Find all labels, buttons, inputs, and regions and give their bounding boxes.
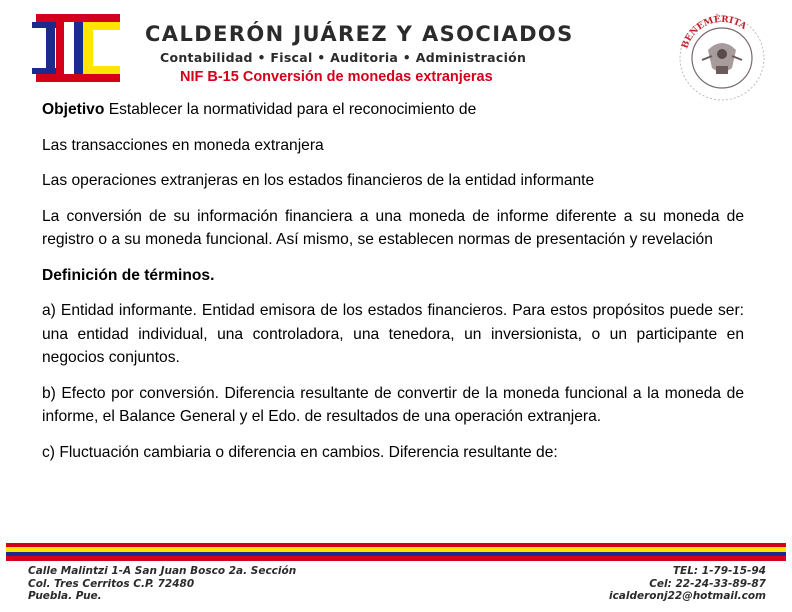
definition-item: a) Entidad informante. Entidad emisora de los estados financieros. Para estos propósitos puede ser: una entidad individual, una controladora, una tenedora, un inversionista, o un participante en negocios conjuntos. (42, 302, 744, 366)
footer-address (28, 565, 358, 603)
document-title: NIF B-15 Conversión de monedas extranjeras (180, 69, 493, 85)
company-name: CALDERÓN JUÁREZ Y ASOCIADOS (145, 22, 574, 46)
list-item: La conversión de su información financiera a una moneda de informe diferente a su moneda de registro o a su moneda funcional. Así mismo, se establecen normas de presentación y revelación (42, 207, 744, 248)
definitions-heading: Definición de términos. (42, 266, 215, 284)
list-item: Las transacciones en moneda extranjera (42, 136, 324, 154)
footer-contact (520, 565, 766, 603)
cell-number: Cel: 22-24-33-89-87 (649, 577, 766, 590)
objective-text: Establecer la normatividad para el reconocimiento de (104, 101, 477, 118)
university-seal-icon (672, 8, 772, 102)
phone-number: TEL: 1-79-15-94 (672, 565, 766, 577)
document-body (42, 98, 744, 464)
address-line: Col. Tres Cerritos C.P. 72480 (28, 577, 195, 590)
company-services: Contabilidad • Fiscal • Auditoria • Administración (160, 50, 527, 65)
definition-item: b) Efecto por conversión. Diferencia resultante de convertir de la moneda funcional a la moneda de informe, el Balance General y el Edo. de resultados de una operación extranjera. (42, 384, 744, 425)
svg-text:BENEMÉRITA (680, 13, 749, 50)
address-line: Calle Malintzi 1-A San Juan Bosco 2a. Sección (28, 565, 297, 577)
list-item: Las operaciones extranjeras en los estados financieros de la entidad informante (42, 172, 595, 189)
seal-text: BENEMÉRITA (680, 14, 749, 51)
email-address[interactable]: icalderonj22@hotmail.com (608, 590, 766, 602)
company-monogram-icon (32, 14, 122, 82)
definition-item: c) Fluctuación cambiaria o diferencia en cambios. Diferencia resultante de: (42, 443, 558, 461)
stripe-red-bottom (6, 556, 786, 561)
address-line: Puebla. Pue. (28, 590, 102, 602)
footer-stripes (6, 543, 786, 563)
objective-paragraph (42, 98, 744, 122)
objective-label: Objetivo (42, 101, 105, 118)
